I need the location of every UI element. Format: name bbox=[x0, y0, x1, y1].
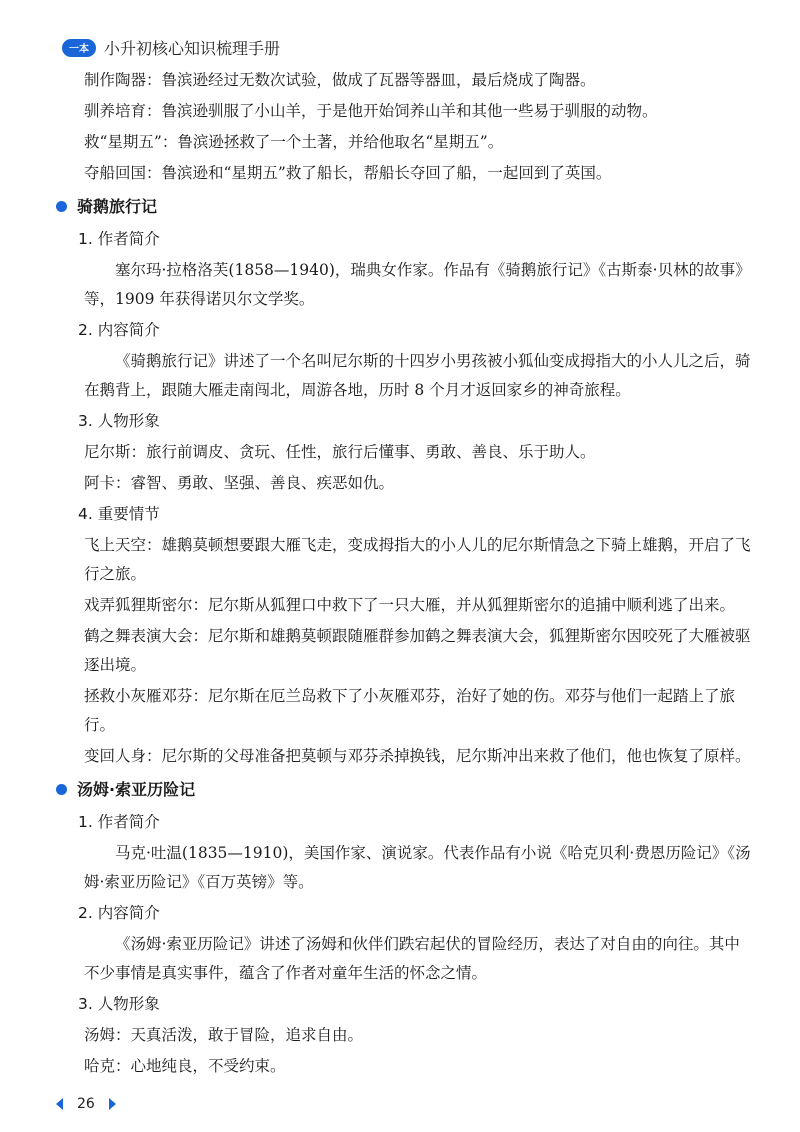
character-line: 阿卡：睿智、勇敢、坚强、善良、疾恶如仇。 bbox=[84, 474, 395, 492]
plot-line: 拯救小灰雁邓芬：尼尔斯在厄兰岛救下了小灰雁邓芬，治好了她的伤。邓芬与他们一起踏上了旅行。 bbox=[84, 687, 736, 734]
paragraph: 塞尔玛·拉格洛芙(1858—1940)，瑞典女作家。作品有《骑鹅旅行记》《古斯泰·贝林的故事》等，1909 年获得诺贝尔文学奖。 bbox=[84, 261, 751, 308]
intro-line: 驯养培育：鲁滨逊驯服了小山羊，于是他开始饲养山羊和其他一些易于驯服的动物。 bbox=[84, 102, 658, 120]
section-heading-nils bbox=[62, 192, 752, 221]
plot-line: 戏弄狐狸斯密尔：尼尔斯从狐狸口中救下了一只大雁，并从狐狸斯密尔的追捕中顺利逃了出来。 bbox=[84, 596, 736, 614]
intro-block bbox=[62, 66, 752, 188]
paragraph: 《汤姆·索亚历险记》讲述了汤姆和伙伴们跌宕起伏的冒险经历，表达了对自由的向往。其中不少事情是真实事件，蕴含了作者对童年生活的怀念之情。 bbox=[84, 935, 740, 982]
paragraph: 马克·吐温(1835—1910)，美国作家、演说家。代表作品有小说《哈克贝利·费恩历险记》《汤姆·索亚历险记》《百万英镑》等。 bbox=[84, 844, 751, 891]
character-line: 哈克：心地纯良，不受约束。 bbox=[84, 1057, 286, 1075]
intro-line: 夺船回国：鲁滨逊和“星期五”救了船长，帮船长夺回了船，一起回到了英国。 bbox=[84, 164, 612, 182]
character-line: 汤姆：天真活泼，敢于冒险，追求自由。 bbox=[84, 1026, 364, 1044]
handbook-title: 小升初核心知识梳理手册 bbox=[104, 39, 281, 58]
subheading: 2. 内容简介 bbox=[78, 904, 160, 922]
section-title: 骑鹅旅行记 bbox=[77, 197, 158, 216]
bullet-dot-icon bbox=[56, 784, 67, 795]
subheading: 3. 人物形象 bbox=[78, 412, 160, 430]
plot-line: 鹤之舞表演大会：尼尔斯和雄鹅莫顿跟随雁群参加鹤之舞表演大会，狐狸斯密尔因咬死了大雁被驱逐出境。 bbox=[84, 627, 751, 674]
page-content bbox=[62, 66, 752, 1083]
subheading: 3. 人物形象 bbox=[78, 995, 160, 1013]
paragraph: 《骑鹅旅行记》讲述了一个名叫尼尔斯的十四岁小男孩被小狐仙变成拇指大的小人儿之后，骑在鹅背上，跟随大雁走南闯北，周游各地，历时 8 个月才返回家乡的神奇旅程。 bbox=[84, 352, 751, 399]
character-line: 尼尔斯：旅行前调皮、贪玩、任性，旅行后懂事、勇敢、善良、乐于助人。 bbox=[84, 443, 596, 461]
subheading: 1. 作者简介 bbox=[78, 230, 160, 248]
page-footer bbox=[56, 1096, 116, 1112]
page-header bbox=[62, 36, 280, 59]
section-title: 汤姆·索亚历险记 bbox=[77, 780, 196, 799]
plot-line: 变回人身：尼尔斯的父母准备把莫顿与邓芬杀掉换钱，尼尔斯冲出来救了他们，他也恢复了原样。 bbox=[84, 747, 751, 765]
plot-line: 飞上天空：雄鹅莫顿想要跟大雁飞走，变成拇指大的小人儿的尼尔斯情急之下骑上雄鹅，开启了飞行之旅。 bbox=[84, 536, 751, 583]
bullet-dot-icon bbox=[56, 201, 67, 212]
subheading: 2. 内容简介 bbox=[78, 321, 160, 339]
intro-line: 制作陶器：鲁滨逊经过无数次试验，做成了瓦器等器皿，最后烧成了陶器。 bbox=[84, 71, 596, 89]
triangle-right-icon bbox=[109, 1098, 116, 1110]
intro-line: 救“星期五”：鲁滨逊拯救了一个土著，并给他取名“星期五”。 bbox=[84, 133, 504, 151]
section-heading-tom-sawyer bbox=[62, 775, 752, 804]
book-logo: 一本 bbox=[62, 39, 96, 57]
page-number: 26 bbox=[77, 1096, 95, 1112]
subheading: 1. 作者简介 bbox=[78, 813, 160, 831]
triangle-left-icon bbox=[56, 1098, 63, 1110]
subheading: 4. 重要情节 bbox=[78, 505, 160, 523]
